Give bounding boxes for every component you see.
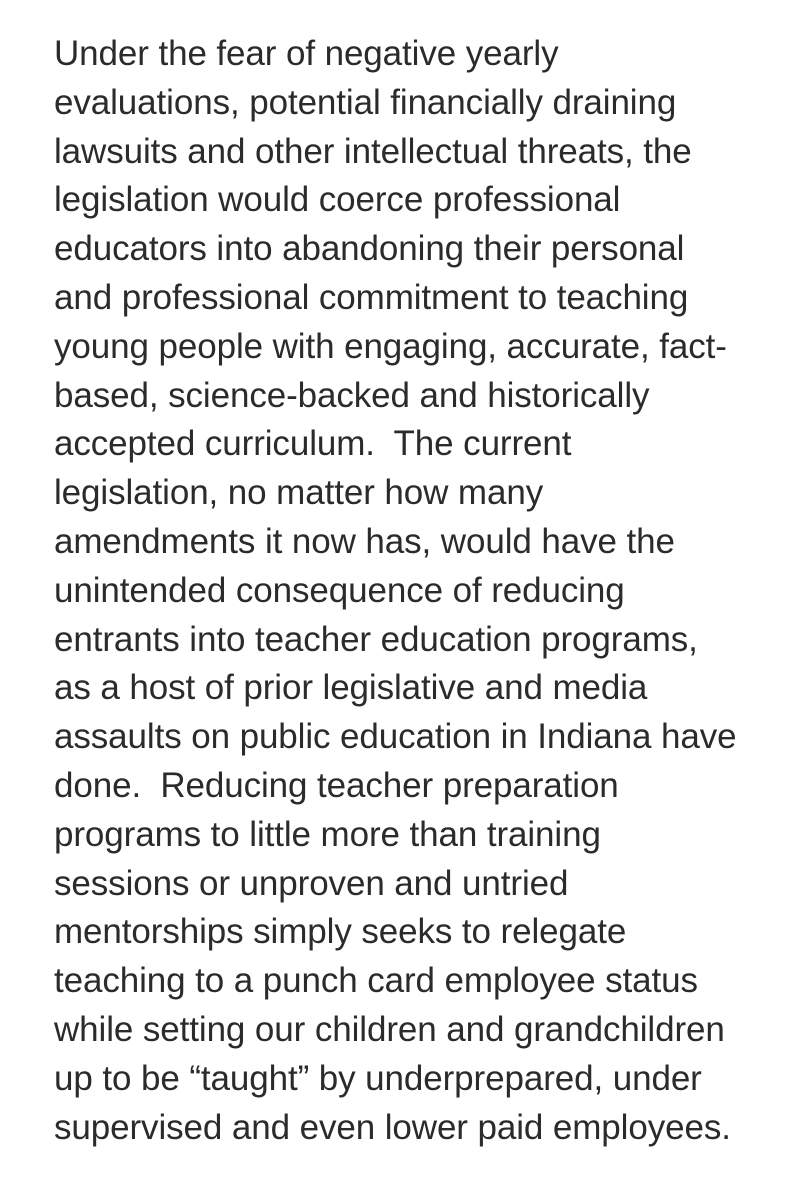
text-line: sessions or unproven and untried xyxy=(54,863,569,903)
text-line: Under the fear of negative yearly xyxy=(54,34,559,73)
text-line: while setting our children and grandchildren xyxy=(54,1009,725,1049)
text-line: unintended consequence of reducing xyxy=(54,570,625,610)
text-line: lawsuits and other intellectual threats, the xyxy=(54,131,692,171)
text-line: done. Reducing teacher preparation xyxy=(54,765,619,805)
text-line: young people with engaging, accurate, fact- xyxy=(54,326,727,366)
text-line: mentorships simply seeks to relegate xyxy=(54,912,627,952)
text-line: educators into abandoning their personal xyxy=(54,229,685,269)
text-line: and professional commitment to teaching xyxy=(54,277,689,317)
text-line: evaluations, potential financially draining xyxy=(54,82,677,122)
text-line: as a host of prior legislative and media xyxy=(54,668,648,708)
text-line: up to be “taught” by underprepared, under xyxy=(54,1058,702,1098)
text-line: entrants into teacher education programs, xyxy=(54,619,698,659)
text-line: assaults on public education in Indiana have xyxy=(54,717,737,757)
body-paragraph xyxy=(54,30,794,1152)
text-line: programs to little more than training xyxy=(54,814,601,854)
text-line: legislation, no matter how many xyxy=(54,473,544,513)
text-line: accepted curriculum. The current xyxy=(54,424,572,464)
text-line: based, science-backed and historically xyxy=(54,375,650,415)
text-line: teaching to a punch card employee status xyxy=(54,961,698,1001)
text-line: legislation would coerce professional xyxy=(54,180,621,220)
text-line: supervised and even lower paid employees. xyxy=(54,1107,731,1147)
text-line: amendments it now has, would have the xyxy=(54,521,675,561)
